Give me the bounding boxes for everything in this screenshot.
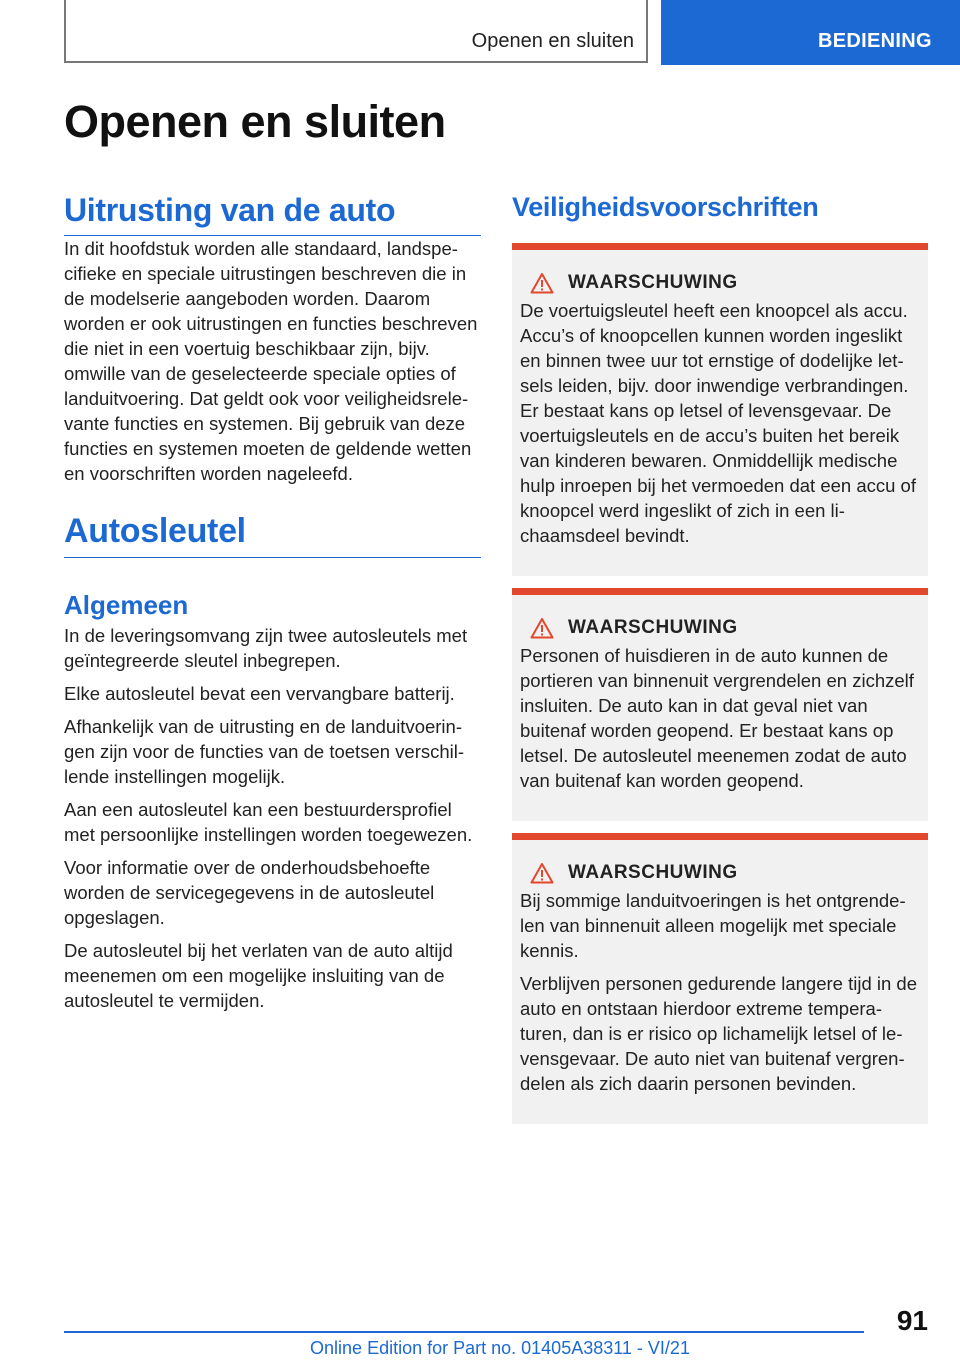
warning-triangle-icon	[530, 272, 554, 294]
key-heading: Autosleutel	[64, 512, 481, 558]
equipment-heading: Uitrusting van de auto	[64, 192, 481, 236]
key-paragraph: In de leveringsomvang zijn twee autosleutels met geïntegreerde sleutel inbegrepen.	[64, 625, 468, 671]
warning-header	[530, 862, 920, 884]
warning-box	[512, 833, 928, 1124]
key-paragraph: Elke autosleutel bevat een vervangbare batterij.	[64, 683, 455, 704]
warning-box	[512, 243, 928, 576]
general-heading: Algemeen	[64, 590, 189, 620]
warning-header	[530, 617, 920, 639]
header-chapter-title: BEDIENING	[818, 30, 932, 52]
warning-title: WAARSCHUWING	[568, 272, 738, 293]
warning-text: De voertuigsleutel heeft een knoopcel als accu. Accu’s of knoopcellen kunnen worden ingeslikt en binnen twee uur tot ernstige of dodelijke letsels leiden, bijv. door inwendige verbrandingen. Er bestaat kans op letsel of levensgevaar. De voertuigsleutels en de accu’s buiten het bereik van kinderen bewaren. Onmiddellijk medische hulp inroepen bij het vermoeden dat een accu of knoopcel werd ingeslikt of zich in een lichaamsdeel bevindt.	[520, 300, 916, 546]
warning-triangle-icon	[530, 862, 554, 884]
page-title: Openen en sluiten	[64, 96, 446, 147]
equipment-text: In dit hoofdstuk worden alle standaard, landspecifieke en speciale uitrustingen beschreven die in de modelserie aangeboden worden. Daarom worden er ook uitrustingen en functies beschreven die niet in een voertuig beschikbaar zijn, bijv. omwille van de geselecteerde speciale opties of landuitvoering. Dat geldt ook voor veiligheidsrelevante functies en systemen. Bij gebruik van deze functies en systemen moeten de geldende wetten en voorschriften worden nageleefd.	[64, 238, 478, 484]
left-column	[64, 192, 481, 1021]
warning-text: Bij sommige landuitvoeringen is het ontgrendelen van binnenuit alleen mogelijk met speciale kennis.	[520, 890, 906, 961]
key-paragraph: Voor informatie over de onderhoudsbehoefte worden de servicegegevens in de autosleutel opgeslagen.	[64, 857, 435, 928]
safety-heading: Veiligheidsvoorschriften	[512, 192, 819, 222]
warning-title: WAARSCHUWING	[568, 617, 738, 638]
warning-title: WAARSCHUWING	[568, 862, 738, 883]
key-paragraph: Afhankelijk van de uitrusting en de landuitvoeringen zijn voor de functies van de toetsen verschillende instellingen mogelijk.	[64, 716, 465, 787]
warning-box	[512, 588, 928, 821]
footer-edition: Online Edition for Part no. 01405A38311 - VI/21	[310, 1338, 690, 1358]
footer-divider	[64, 1331, 864, 1333]
header-chapter-tab	[661, 0, 960, 65]
warning-text: Personen of huisdieren in de auto kunnen de portieren van binnenuit vergrendelen en zichzelf insluiten. De auto kan in dat geval niet van buitenaf worden geopend. Er bestaat kans op letsel. De autosleutel meenemen zodat de auto van buitenaf kan worden geopend.	[520, 645, 914, 791]
warning-triangle-icon	[530, 617, 554, 639]
right-column	[512, 192, 928, 1136]
key-paragraph: De autosleutel bij het verlaten van de auto altijd meenemen om een mogelijke insluiting van de autosleutel te vermijden.	[64, 940, 453, 1011]
warning-header	[530, 272, 920, 294]
header-section-title: Openen en sluiten	[471, 30, 634, 52]
warning-text: Verblijven personen gedurende langere tijd in de auto en ontstaan hierdoor extreme temperaturen, dan is er risico op lichamelijk letsel of levensgevaar. De auto niet van buitenaf vergrendelen als zich daarin personen bevinden.	[520, 973, 918, 1094]
header-section-tab	[64, 0, 648, 63]
page-number: 91	[896, 1305, 928, 1336]
key-paragraph: Aan een autosleutel kan een bestuurdersprofiel met persoonlijke instellingen worden toegewezen.	[64, 799, 473, 845]
